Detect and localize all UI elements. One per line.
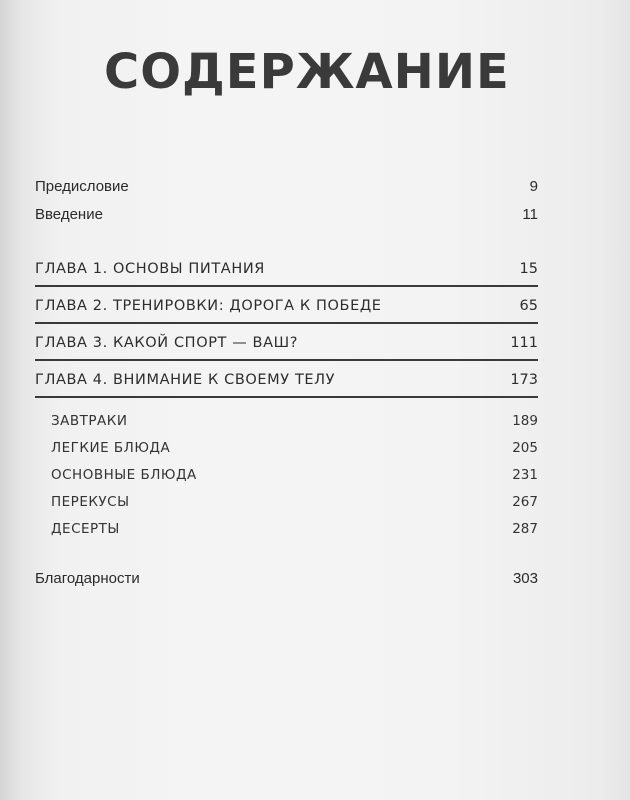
toc-subsection-main-dishes — [51, 462, 538, 488]
toc-chapter-3 — [35, 330, 538, 356]
toc-entry-label: Введение — [35, 205, 103, 223]
toc-chapter-page: 65 — [519, 298, 538, 314]
toc-subsection-label: ПЕРЕКУСЫ — [51, 494, 130, 510]
toc-entry-page: 303 — [512, 569, 538, 587]
toc-chapter-label: ГЛАВА 2. ТРЕНИРОВКИ: ДОРОГА К ПОБЕДЕ — [35, 298, 382, 314]
chapter-divider — [35, 396, 538, 398]
toc-entry-introduction — [35, 201, 538, 227]
toc-subsection-page: 287 — [512, 521, 538, 537]
toc-subsection-label: ДЕСЕРТЫ — [51, 521, 120, 537]
toc-subsection-light-dishes — [51, 435, 538, 461]
toc-subsection-page: 205 — [512, 440, 538, 456]
chapter-divider — [35, 322, 538, 324]
toc-subsection-snacks — [51, 489, 538, 515]
toc-entry-preface — [35, 173, 538, 199]
chapter-divider — [35, 285, 538, 287]
toc-subsection-breakfasts — [51, 408, 538, 434]
toc-chapter-2 — [35, 293, 538, 319]
toc-chapter-label: ГЛАВА 1. ОСНОВЫ ПИТАНИЯ — [35, 261, 265, 277]
toc-chapter-1 — [35, 256, 538, 282]
toc-entry-acknowledgements — [35, 565, 538, 591]
toc-chapter-page: 15 — [519, 261, 538, 277]
toc-subsection-page: 267 — [512, 494, 538, 510]
toc-subsection-desserts — [51, 516, 538, 542]
toc-subsection-label: ЛЕГКИЕ БЛЮДА — [51, 440, 171, 456]
toc-subsection-page: 231 — [512, 467, 538, 483]
toc-subsection-page: 189 — [512, 413, 538, 429]
toc-chapter-page: 173 — [510, 372, 538, 388]
page-title: СОДЕРЖАНИЕ — [104, 44, 510, 100]
toc-chapter-4 — [35, 367, 538, 393]
toc-chapter-label: ГЛАВА 3. КАКОЙ СПОРТ — ВАШ? — [35, 335, 298, 351]
toc-entry-label: Благодарности — [35, 569, 140, 587]
toc-subsection-label: ОСНОВНЫЕ БЛЮДА — [51, 467, 197, 483]
toc-subsection-label: ЗАВТРАКИ — [51, 413, 128, 429]
toc-entry-page: 9 — [529, 177, 538, 195]
chapter-divider — [35, 359, 538, 361]
toc-entry-label: Предисловие — [35, 177, 129, 195]
toc-entry-page: 11 — [522, 205, 538, 223]
toc-chapter-label: ГЛАВА 4. ВНИМАНИЕ К СВОЕМУ ТЕЛУ — [35, 372, 336, 388]
toc-chapter-page: 111 — [510, 335, 538, 351]
